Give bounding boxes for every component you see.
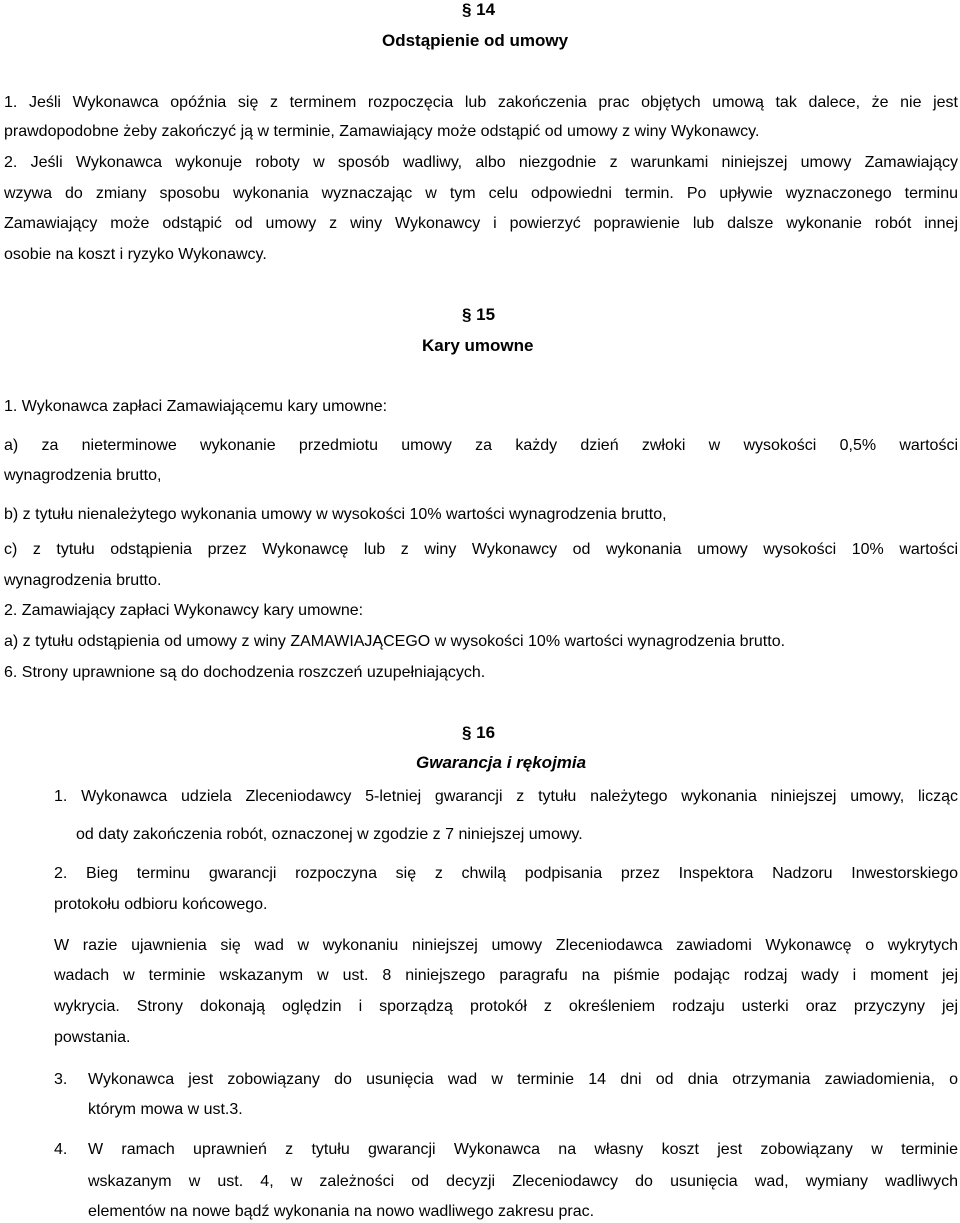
s16-p3-number: 3.: [54, 1071, 68, 1088]
s15-c-line2: wynagrodzenia brutto.: [4, 572, 162, 589]
s14-p2-line2: wzywa do zmiany sposobu wykonania wyznaczając w tym celu odpowiedni termin. Po upływie wyznaczonego terminu: [4, 185, 958, 202]
section-14-number: § 14: [462, 0, 496, 19]
s15-p6: 6. Strony uprawnione są do dochodzenia roszczeń uzupełniających.: [4, 664, 486, 681]
s14-p1-line1: 1. Jeśli Wykonawca opóźnia się z terminem rozpoczęcia lub zakończenia prac objętych umową tak dalece, że nie jest: [4, 94, 958, 111]
s15-b: b) z tytułu nienależytego wykonania umowy w wysokości 10% wartości wynagrodzenia brutto,: [4, 506, 667, 523]
s16-p3-line2: którym mowa w ust.3.: [88, 1101, 243, 1118]
s15-p2a: a) z tytułu odstąpienia od umowy z winy ZAMAWIAJĄCEGO w wysokości 10% wartości wynagrodzenia brutto.: [4, 633, 786, 650]
s16-w-line1: W razie ujawnienia się wad w wykonaniu niniejszej umowy Zleceniodawca zawiadomi Wykonawcę o wykrytych: [54, 937, 958, 954]
s16-p4-number: 4.: [54, 1141, 68, 1158]
s16-p4-line2: wskazanym w ust. 4, w zależności od decyzji Zleceniodawcy do usunięcia wad, wymiany wadliwych: [88, 1173, 958, 1190]
section-15-number: § 15: [462, 305, 496, 324]
s16-w-line3: wykrycia. Strony dokonają oględzin i sporządzą protokół z określeniem rodzaju usterki oraz przyczyny jej: [54, 998, 958, 1015]
s14-p2-line3: Zamawiający może odstąpić od umowy z winy Wykonawcy i powierzyć poprawienie lub dalsze wykonanie robót innej: [4, 215, 958, 232]
s16-w-line4: powstania.: [54, 1029, 131, 1046]
s15-p2: 2. Zamawiający zapłaci Wykonawcy kary umowne:: [4, 602, 364, 619]
s16-p1-line2: od daty zakończenia robót, oznaczonej w zgodzie z 7 niniejszej umowy.: [76, 826, 583, 843]
s16-p2-line1: 2. Bieg terminu gwarancji rozpoczyna się z chwilą podpisania przez Inspektora Nadzoru Inwestorskiego: [54, 865, 958, 882]
s14-p2-line1: 2. Jeśli Wykonawca wykonuje roboty w sposób wadliwy, albo niezgodnie z warunkami niniejszej umowy Zamawiający: [4, 154, 958, 171]
s16-p1-line1: 1. Wykonawca udziela Zleceniodawcy 5-letniej gwarancji z tytułu należytego wykonania niniejszej umowy, licząc: [54, 788, 958, 805]
s16-p2-line2: protokołu odbioru końcowego.: [54, 896, 268, 913]
s16-p4-line3: elementów na nowe bądź wykonania na nowo wadliwego zakresu prac.: [88, 1203, 595, 1220]
s16-p3-line1: Wykonawca jest zobowiązany do usunięcia wad w terminie 14 dni od dnia otrzymania zawiadomienia, o: [88, 1071, 958, 1088]
s16-p4-line1: W ramach uprawnień z tytułu gwarancji Wykonawca na własny koszt jest zobowiązany w terminie: [88, 1141, 958, 1158]
s16-w-line2: wadach w terminie wskazanym w ust. 8 niniejszego paragrafu na piśmie podając rodzaj wady i moment jej: [54, 967, 958, 984]
section-15-title: Kary umowne: [422, 336, 534, 355]
s15-a-line1: a) za nieterminowe wykonanie przedmiotu umowy za każdy dzień zwłoki w wysokości 0,5% wartości: [4, 437, 958, 454]
s15-a-line2: wynagrodzenia brutto,: [4, 467, 162, 484]
section-16-number: § 16: [462, 723, 496, 742]
s15-p1: 1. Wykonawca zapłaci Zamawiającemu kary umowne:: [4, 398, 388, 415]
s15-c-line1: c) z tytułu odstąpienia przez Wykonawcę lub z winy Wykonawcy od wykonania umowy wysokości 10% wartości: [4, 541, 958, 558]
s14-p1-line2: prawdopodobne żeby zakończyć ją w terminie, Zamawiający może odstąpić od umowy z winy Wykonawcy.: [4, 123, 760, 140]
section-16-title: Gwarancja i rękojmia: [416, 753, 587, 772]
section-14-title: Odstąpienie od umowy: [382, 31, 569, 50]
s14-p2-line4: osobie na koszt i ryzyko Wykonawcy.: [4, 246, 267, 263]
